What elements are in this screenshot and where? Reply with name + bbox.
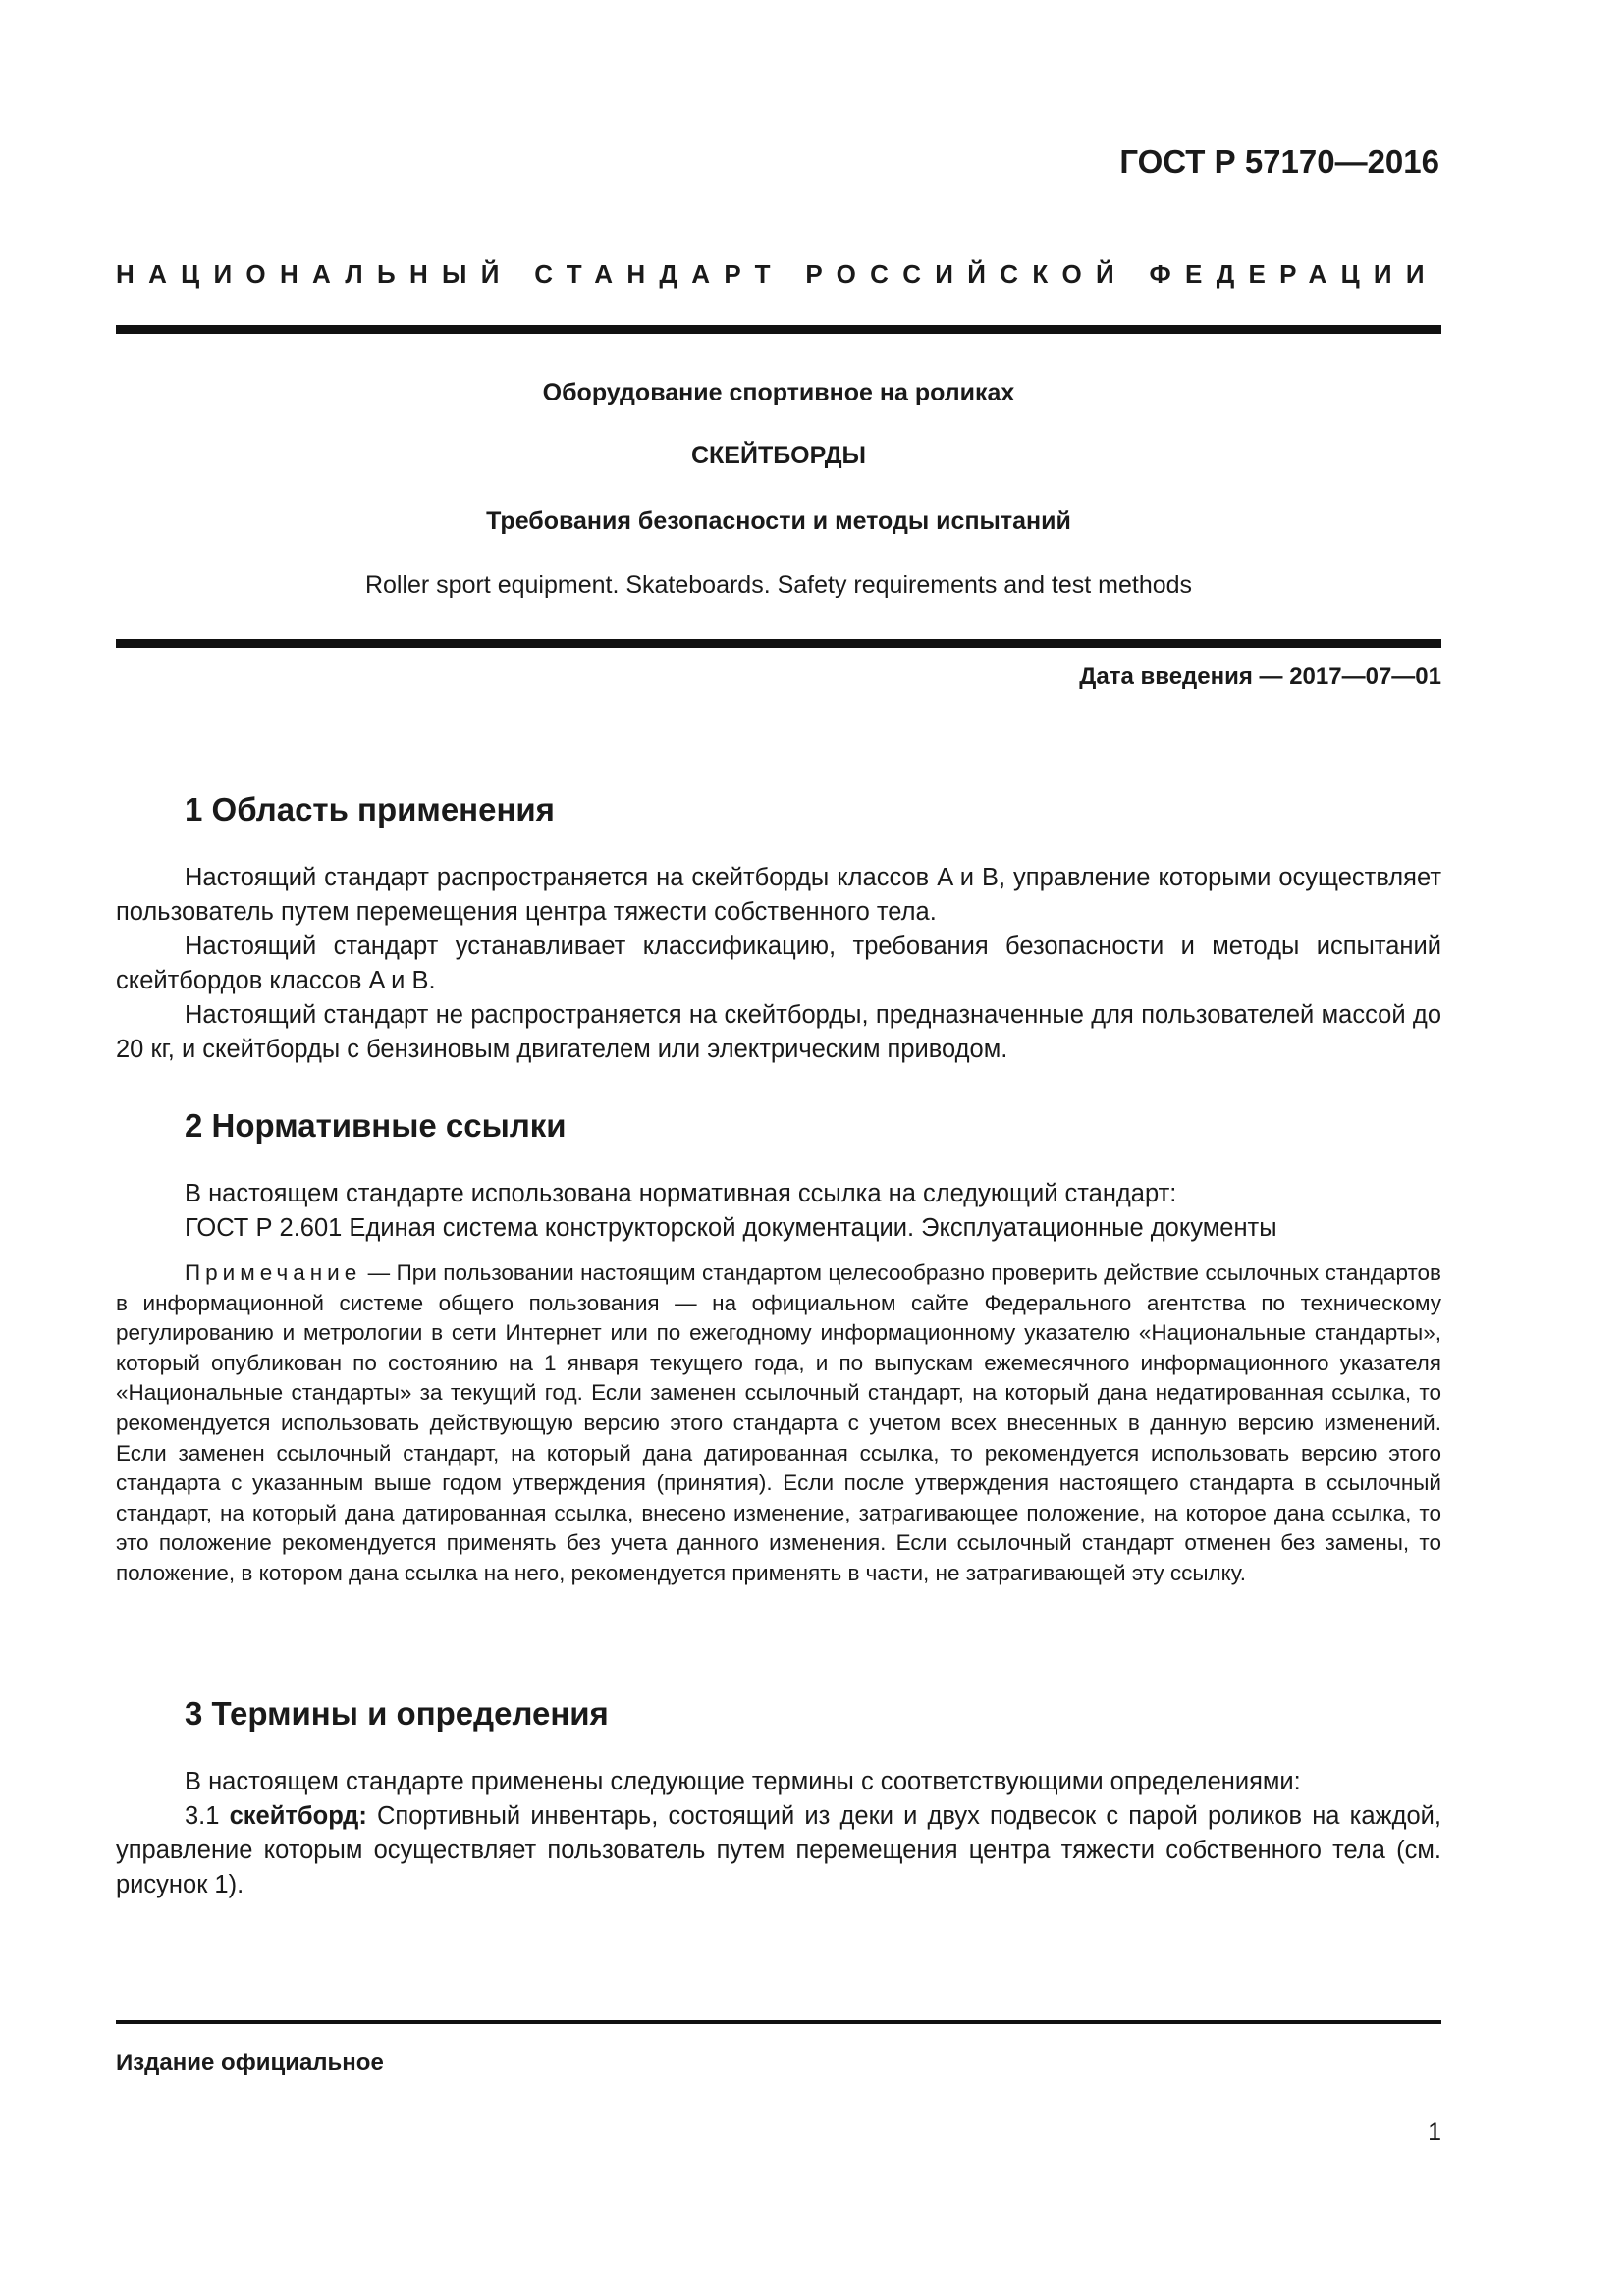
title-line-1: Оборудование спортивное на роликах [542,379,1015,406]
footer-divider [116,2020,1441,2024]
section-1-heading: 1 Область применения [185,791,555,828]
section-2-heading: 2 Нормативные ссылки [185,1107,567,1144]
top-divider [116,325,1441,334]
term-number: 3.1 [185,1802,230,1830]
official-edition-label: Издание официальное [116,2050,384,2076]
section-2-paragraph-1: В настоящем стандарте использована нормативная ссылка на следующий стандарт: [185,1180,1177,1207]
document-code: ГОСТ Р 57170—2016 [1119,143,1439,180]
note-label: Примечание [185,1260,362,1285]
section-3-heading: 3 Термины и определения [185,1695,609,1732]
introduction-date: Дата введения — 2017—07—01 [1079,664,1441,690]
section-1-paragraph-1: Настоящий стандарт распространяется на скейтборды классов A и B, управление которыми осуществляет пользователь путем перемещения центра тяжести собственного тела. [116,864,1441,926]
section-3-body [116,1765,1441,1902]
section-2-body [116,1177,1441,1246]
title-english: Roller sport equipment. Skateboards. Safety requirements and test methods [364,571,1193,599]
national-standard-banner: НАЦИОНАЛЬНЫЙ СТАНДАРТ РОССИЙСКОЙ ФЕДЕРАЦИИ [116,259,1438,289]
section-3-paragraph-1: В настоящем стандарте применены следующие термины с соответствующими определениями: [185,1768,1301,1795]
section-1-paragraph-3: Настоящий стандарт не распространяется на скейтборды, предназначенные для пользователей массой до 20 кг, и скейтборды с бензиновым двигателем или электрическим приводом. [116,1001,1441,1063]
section-2-reference: ГОСТ Р 2.601 Единая система конструкторской документации. Эксплуатационные документы [185,1214,1277,1242]
title-line-2: СКЕЙТБОРДЫ [690,442,867,469]
title-line-3: Требования безопасности и методы испытаний [486,507,1071,535]
term-definition-text: Спортивный инвентарь, состоящий из деки и двух подвесок с парой роликов на каждой, управление которым осуществляет пользователь путем перемещения центра тяжести собственного тела (см. рисунок 1). [116,1802,1441,1898]
term-name: скейтборд: [229,1802,367,1830]
section-1-paragraph-2: Настоящий стандарт устанавливает классификацию, требования безопасности и методы испытаний скейтбордов классов A и B. [116,933,1441,994]
section-2-note [116,1258,1441,1589]
page-number: 1 [1428,2118,1441,2146]
note-text: — При пользовании настоящим стандартом целесообразно проверить действие ссылочных стандартов в информационной системе общего пользования — на официальном сайте Федерального агентства по техническому регулированию и метрологии в сети Интернет или по ежегодному информационному указателю «Национальные стандарты», который опубликован по состоянию на 1 января текущего года, и по выпускам ежемесячного информационного указателя «Национальные стандарты» за текущий год. Если заменен ссылочный стандарт, на который дана недатированная ссылка, то рекомендуется использовать действующую версию этого стандарта с учетом всех внесенных в данную версию изменений. Если заменен ссылочный стандарт, на который дана датированная ссылка, то рекомендуется использовать версию этого стандарта с указанным выше годом утверждения (принятия). Если после утверждения настоящего стандарта в ссылочный стандарт, на который дана датированная ссылка, внесено изменение, затрагивающее положение, на которое дана ссылка, то это положение рекомендуется применять без учета данного изменения. Если ссылочный стандарт отменен без замены, то положение, в котором дана ссылка на него, рекомендуется применять в части, не затрагивающей эту ссылку. [116,1260,1441,1585]
section-1-body [116,861,1441,1067]
term-definition [116,1799,1441,1902]
title-divider [116,639,1441,648]
